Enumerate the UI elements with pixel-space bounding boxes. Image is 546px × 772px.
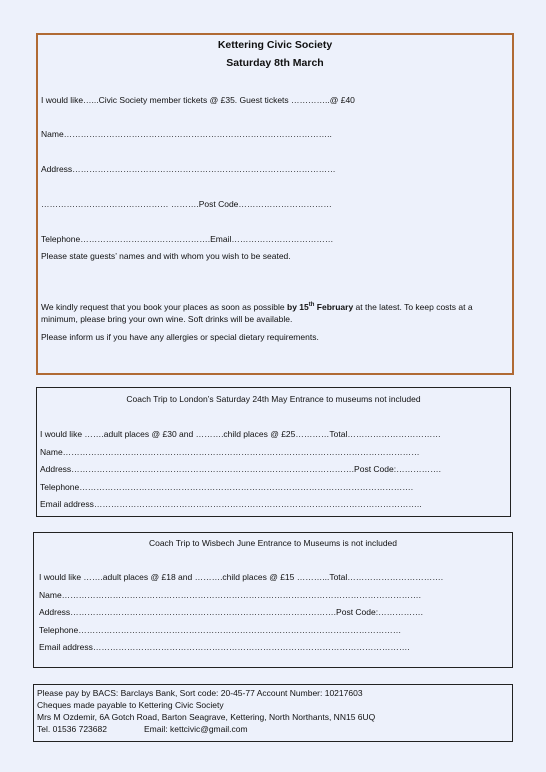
- wisbech-trip-heading: Coach Trip to Wisbech June Entrance to Museums is not included: [148, 538, 398, 548]
- london-email-field[interactable]: Email address……………………………………………………………………………………………………..: [40, 499, 422, 509]
- wisbech-name-field[interactable]: Name……………………………………………………………………………………………………………….: [39, 590, 422, 600]
- booking-request-text: We kindly request that you book your places as soon as possible by 15th February at the latest. To keep costs at a minimum, please bring your own wine. Soft drinks will be available.: [41, 302, 473, 324]
- wisbech-trip-section: [33, 532, 513, 668]
- london-trip-section: [36, 387, 511, 517]
- wisbech-places-line[interactable]: I would like …….adult places @ £18 and ……….child places @ £15 ………...Total…………………………….: [39, 572, 444, 582]
- wisbech-email-field[interactable]: Email address………………………………………………………………………………………………….: [39, 642, 410, 652]
- payment-email: Email: kettcivic@gmail.com: [144, 724, 248, 734]
- allergy-note: Please inform us if you have any allergies or special dietary requirements.: [41, 332, 319, 342]
- society-title: Kettering Civic Society: [217, 39, 333, 51]
- postcode-field[interactable]: ……………………………………… ……….Post Code……………………………: [41, 199, 332, 209]
- wisbech-address-field[interactable]: Address………………………………………………………………………………….Post Code:…………….: [39, 607, 423, 617]
- guests-instruction: Please state guests’ names and with whom you wish to be seated.: [41, 251, 291, 261]
- london-name-field[interactable]: Name………………………………………………………………………………………………………………: [40, 447, 420, 457]
- london-telephone-field[interactable]: Telephone……………………………………………………………………………………………………….: [40, 482, 414, 492]
- london-places-line[interactable]: I would like …….adult places @ £30 and ……….child places @ £25…………Total……………………………: [40, 429, 441, 439]
- wisbech-telephone-field[interactable]: Telephone……………………………………………………………………………………………………: [39, 625, 402, 635]
- event-date: Saturday 8th March: [226, 57, 324, 69]
- tickets-line[interactable]: I would like…...Civic Society member tickets @ £35. Guest tickets …………..@ £40: [41, 95, 355, 105]
- society-booking-section: [36, 33, 514, 375]
- address-field[interactable]: Address…………………………………………………………………………………: [41, 164, 336, 174]
- payment-bacs: Please pay by BACS: Barclays Bank, Sort code: 20-45-77 Account Number: 10217603: [37, 688, 363, 698]
- london-trip-heading: Coach Trip to London’s Saturday 24th May Entrance to museums not included: [126, 394, 421, 404]
- london-address-field[interactable]: Address……………………………………………………………………………………….Post Code:…………….: [40, 464, 441, 474]
- name-field[interactable]: Name…………………………………………………………………………………..: [41, 129, 332, 139]
- telephone-email-field[interactable]: Telephone……………………………………….Email………………………………: [41, 234, 334, 244]
- payment-address: Mrs M Ozdemir, 6A Gotch Road, Barton Seagrave, Kettering, North Northants, NN15 6UQ: [37, 712, 376, 722]
- payment-cheques: Cheques made payable to Kettering Civic Society: [37, 700, 224, 710]
- payment-telephone: Tel. 01536 723682: [37, 724, 107, 734]
- payment-section: [33, 684, 513, 742]
